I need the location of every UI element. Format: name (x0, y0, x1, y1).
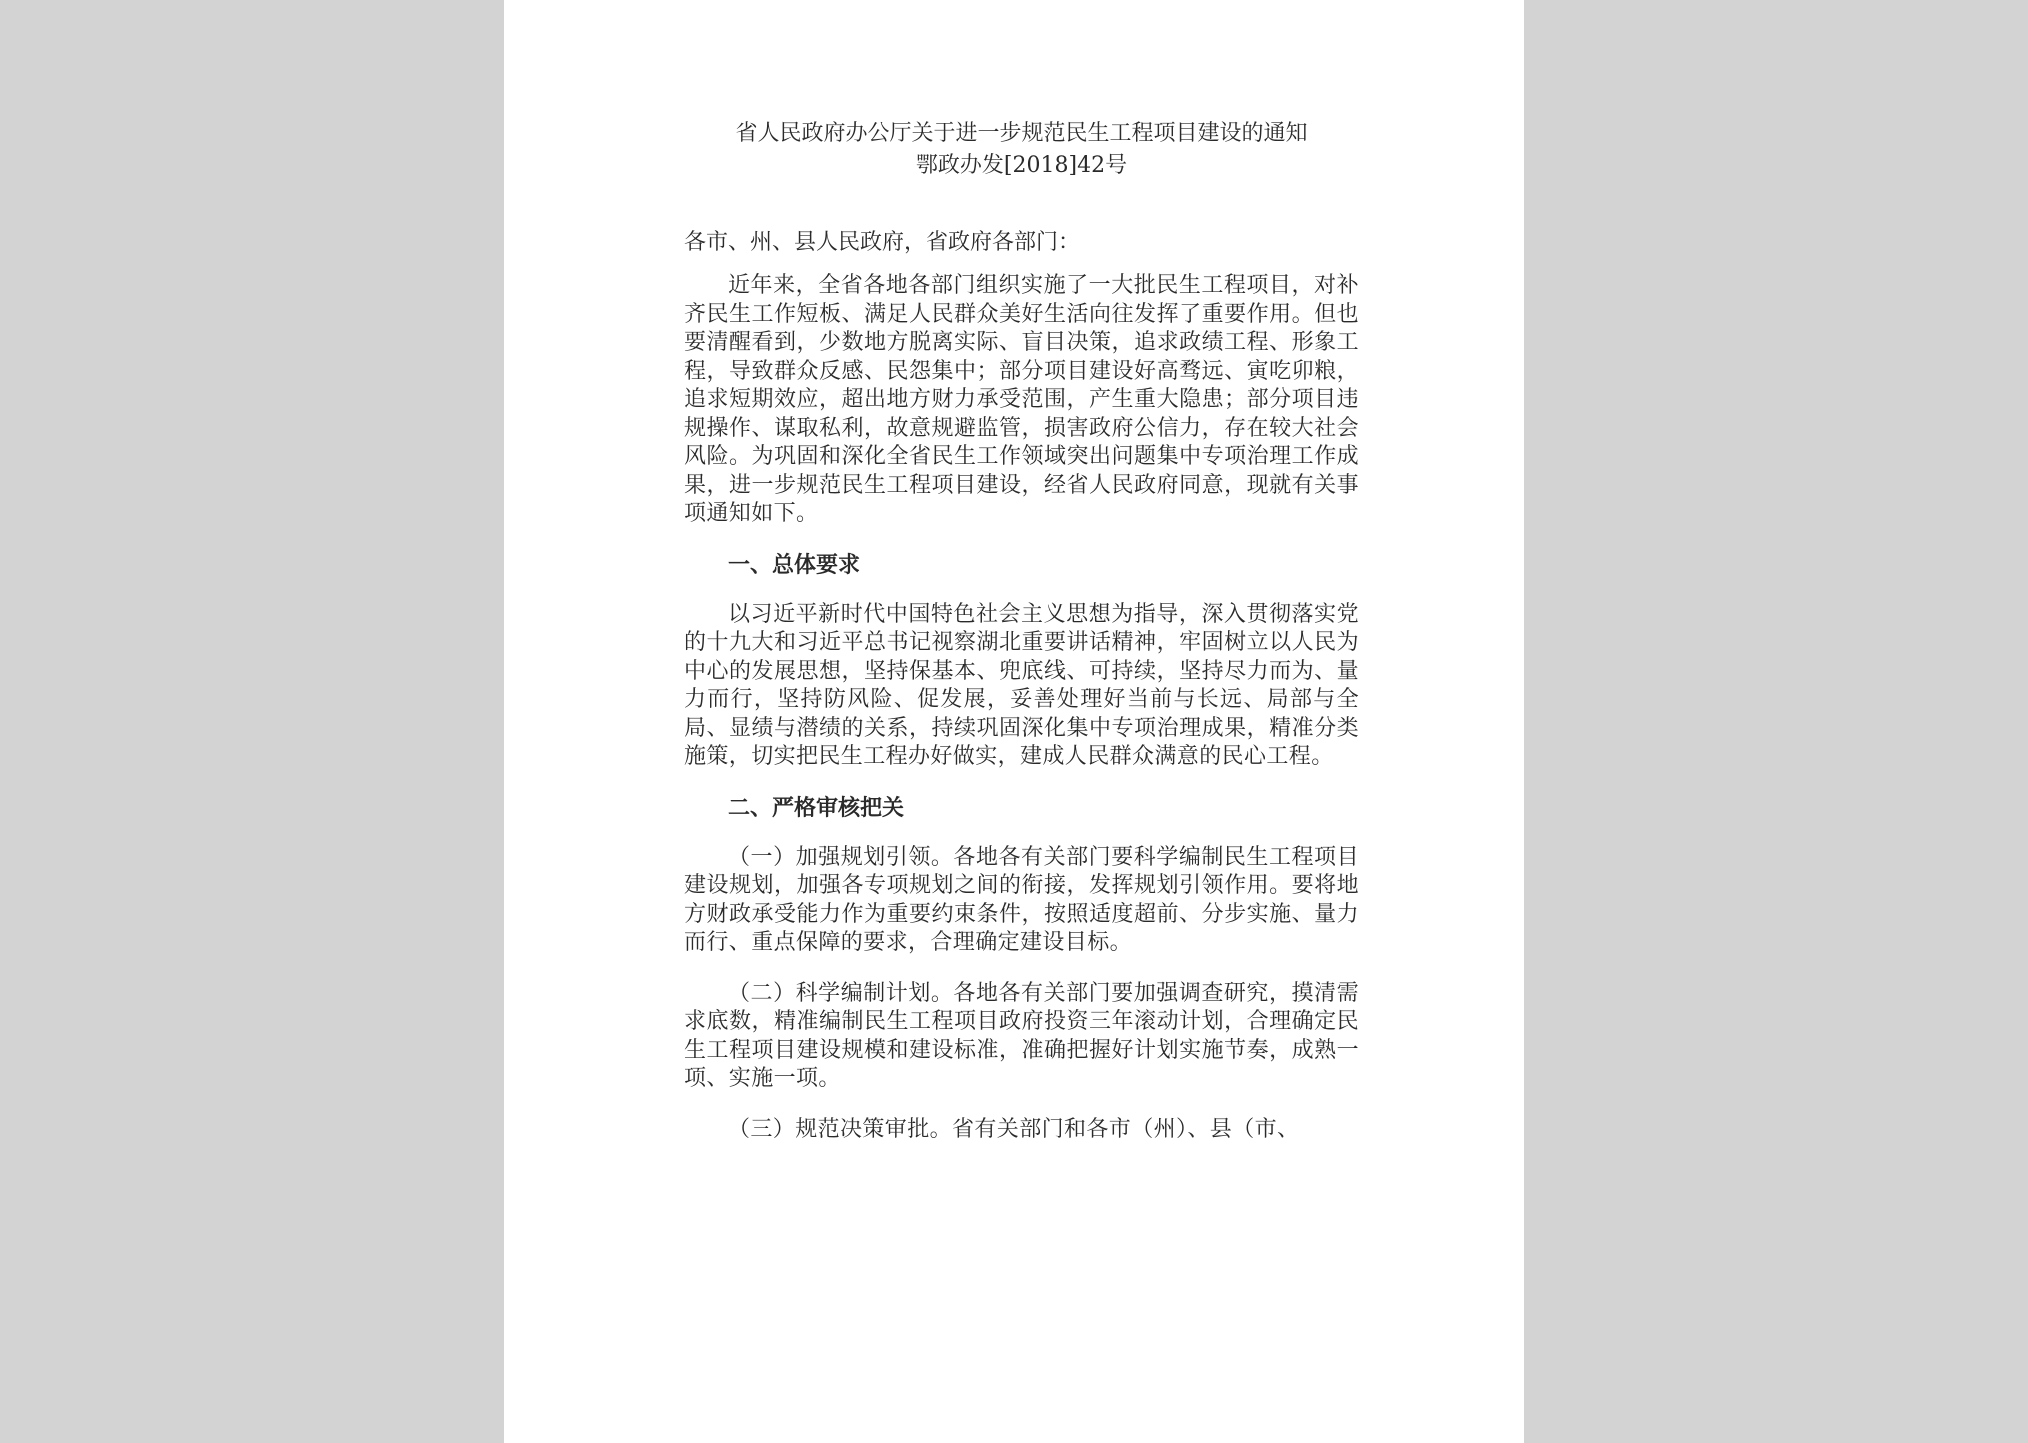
document-title: 省人民政府办公厅关于进一步规范民生工程项目建设的通知 (735, 121, 1308, 146)
item-paragraph-planning: （一）加强规划引领。各地各有关部门要科学编制民生工程项目建设规划，加强各专项规划之间的衔接，发挥规划引领作用。要将地方财政承受能力作为重要约束条件，按照适度超前、分步实施、量力而行、重点保障的要求，合理确定建设目标。 (684, 844, 1359, 955)
page-content (684, 118, 1359, 1166)
item-paragraph-plan-compilation: （二）科学编制计划。各地各有关部门要加强调查研究，摸清需求底数，精准编制民生工程项目政府投资三年滚动计划，合理确定民生工程项目建设规模和建设标准，准确把握好计划实施节奏，成熟一项、实施一项。 (684, 980, 1359, 1091)
document-number: 鄂政办发[2018]42号 (915, 153, 1128, 178)
section-heading-general-requirements: 一、总体要求 (728, 552, 861, 578)
document-page (504, 0, 1524, 1443)
section-paragraph-general-requirements: 以习近平新时代中国特色社会主义思想为指导，深入贯彻落实党的十九大和习近平总书记视察湖北重要讲话精神，牢固树立以人民为中心的发展思想，坚持保基本、兜底线、可持续，坚持尽力而为、量力而行，坚持防风险、促发展，妥善处理好当前与长远、局部与全局、显绩与潜绩的关系，持续巩固深化集中专项治理成果，精准分类施策，切实把民生工程办好做实，建成人民群众满意的民心工程。 (684, 601, 1359, 769)
section-heading-strict-review: 二、严格审核把关 (728, 795, 905, 821)
salutation: 各市、州、县人民政府，省政府各部门： (684, 230, 1081, 255)
intro-paragraph: 近年来，全省各地各部门组织实施了一大批民生工程项目，对补齐民生工作短板、满足人民群众美好生活向往发挥了重要作用。但也要清醒看到，少数地方脱离实际、盲目决策，追求政绩工程、形象工程，导致群众反感、民怨集中；部分项目建设好高骛远、寅吃卯粮，追求短期效应，超出地方财力承受范围，产生重大隐患；部分项目违规操作、谋取私利，故意规避监管，损害政府公信力，存在较大社会风险。为巩固和深化全省民生工作领域突出问题集中专项治理工作成果，进一步规范民生工程项目建设，经省人民政府同意，现就有关事项通知如下。 (684, 273, 1359, 526)
item-paragraph-decision-approval: （三）规范决策审批。省有关部门和各市（州）、县（市、 (728, 1116, 1300, 1142)
